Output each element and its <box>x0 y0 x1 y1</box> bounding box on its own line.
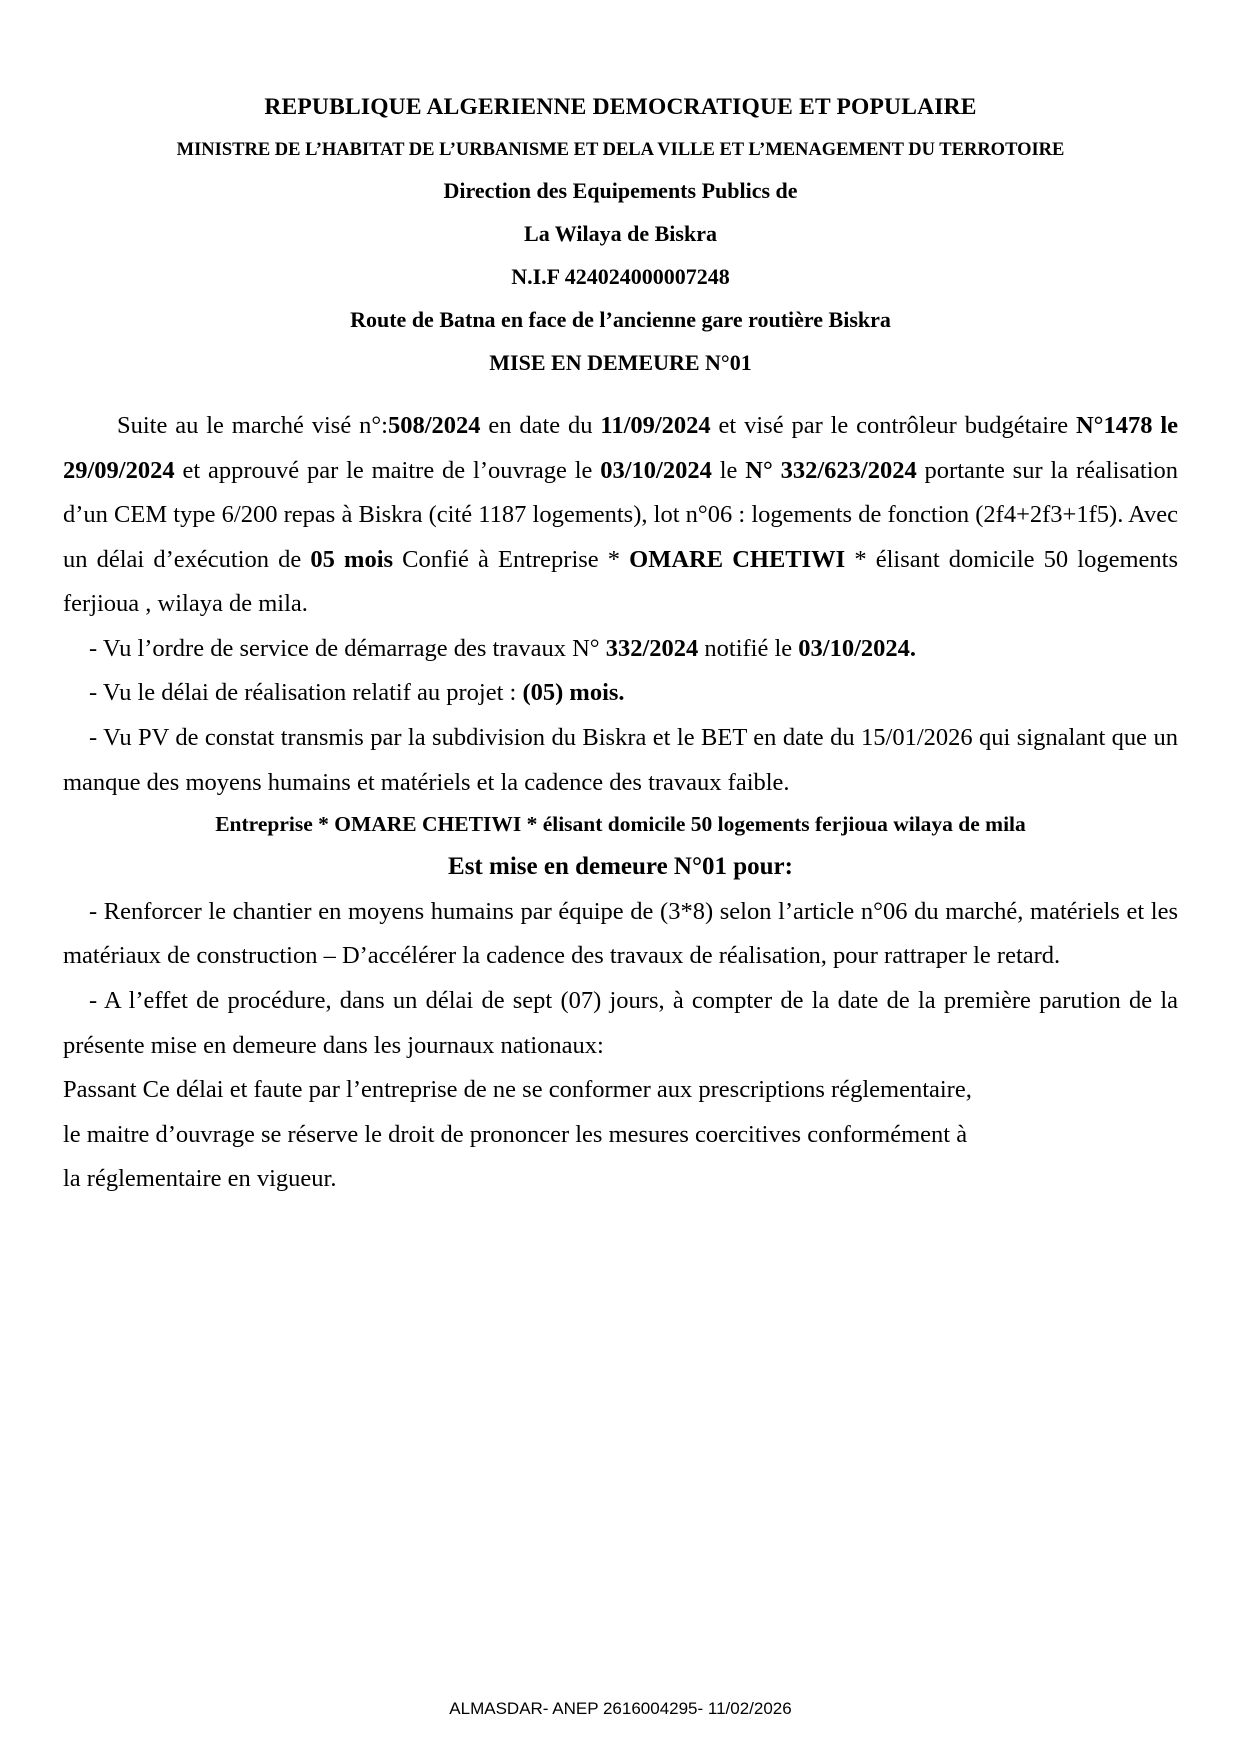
paragraph-pv-constat <box>63 716 1178 805</box>
header-republic-line: REPUBLIQUE ALGERIENNE DEMOCRATIQUE ET POPULAIRE <box>264 94 977 120</box>
p1-bold-duration: 05 mois <box>310 545 394 573</box>
p1-text-7: Confié à Entreprise * <box>393 545 630 573</box>
p2-text-1: - Vu l’ordre de service de démarrage des travaux N° <box>89 634 606 662</box>
header-direction-line: Direction des Equipements Publics de <box>443 178 798 203</box>
p1-text-4: et approuvé par le maitre de l’ouvrage le <box>174 456 601 484</box>
paragraph-consequence-2: le maitre d’ouvrage se réserve le droit de prononcer les mesures coercitives conformément à <box>63 1120 968 1148</box>
header-address-line: Route de Batna en face de l’ancienne gare routière Biskra <box>350 307 891 332</box>
p1-text-6: portante sur la réalisation d’un CEM type 6/200 repas à Biskra (cité 1187 logements), lot n°06 : logements de fonction (2f4+2f3+1f5). Avec un délai d’exécution de <box>63 456 1179 573</box>
p1-text-1: Suite au le marché visé n°: <box>117 412 388 439</box>
p1-text-2: en date du <box>480 412 601 439</box>
p1-text-3: et visé par le contrôleur budgétaire <box>710 412 1076 439</box>
header-ministry-line: MINISTRE DE L’HABITAT DE L’URBANISME ET DELA VILLE ET L’MENAGEMENT DU TERROTOIRE <box>176 139 1065 160</box>
formal-notice-line: Est mise en demeure N°01 pour: <box>448 853 793 881</box>
p1-bold-budget-ref: N°1478 le 29/09/2024 <box>63 412 1179 484</box>
paragraph-market-reference <box>63 404 1178 627</box>
p2-bold-notify-date: 03/10/2024. <box>798 634 917 662</box>
p1-text-8: * élisant domicile 50 logements ferjioua , wilaya de mila. <box>63 545 1178 618</box>
p1-bold-decision-number: N° 332/623/2024 <box>745 456 917 484</box>
header-nif-line: N.I.F 424024000007248 <box>511 264 730 289</box>
p3-bold-months: (05) mois. <box>522 679 625 707</box>
p2-bold-order-number: 332/2024 <box>605 634 699 662</box>
document-header <box>0 0 1241 374</box>
paragraph-requirement-reinforce: - Renforcer le chantier en moyens humains par équipe de (3*8) selon l’article n°06 du marché, matériels et les matériaux de construction – D’accélérer la cadence des travaux de réalisation, pour rattraper le retard. <box>63 897 1178 970</box>
p1-bold-company-name: OMARE CHETIWI <box>629 545 846 573</box>
p1-bold-date-1: 11/09/2024 <box>600 412 711 439</box>
p3-text-1: - Vu le délai de réalisation relatif au projet : <box>89 679 523 707</box>
paragraph-consequence-1: Passant Ce délai et faute par l’entreprise de ne se conformer aux prescriptions réglementaire, <box>63 1076 972 1104</box>
p1-text-5: le <box>711 456 746 484</box>
paragraph-deadline <box>63 671 1178 716</box>
document-footer: ALMASDAR- ANEP 2616004295- 11/02/2026 <box>449 1699 792 1718</box>
paragraph-requirement-delay: - A l’effet de procédure, dans un délai de sept (07) jours, à compter de la date de la première parution de la présente mise en demeure dans les journaux nationaux: <box>63 986 1178 1059</box>
company-domicile-line: Entreprise * OMARE CHETIWI * élisant domicile 50 logements ferjioua wilaya de mila <box>215 812 1026 837</box>
paragraph-service-order <box>63 627 1178 672</box>
paragraph-consequence-3: la réglementaire en vigueur. <box>63 1165 337 1193</box>
p4-text: - Vu PV de constat transmis par la subdivision du Biskra et le BET en date du 15/01/2026 qui signalant que un manque des moyens humains et matériels et la cadence des travaux faible. <box>63 724 1178 796</box>
document-title: MISE EN DEMEURE N°01 <box>489 350 752 375</box>
p1-bold-date-2: 03/10/2024 <box>600 456 712 484</box>
document-body <box>0 404 1241 1202</box>
p2-text-2: notifié le <box>698 634 799 662</box>
header-wilaya-line: La Wilaya de Biskra <box>524 221 717 246</box>
p1-bold-market-number: 508/2024 <box>387 412 481 439</box>
